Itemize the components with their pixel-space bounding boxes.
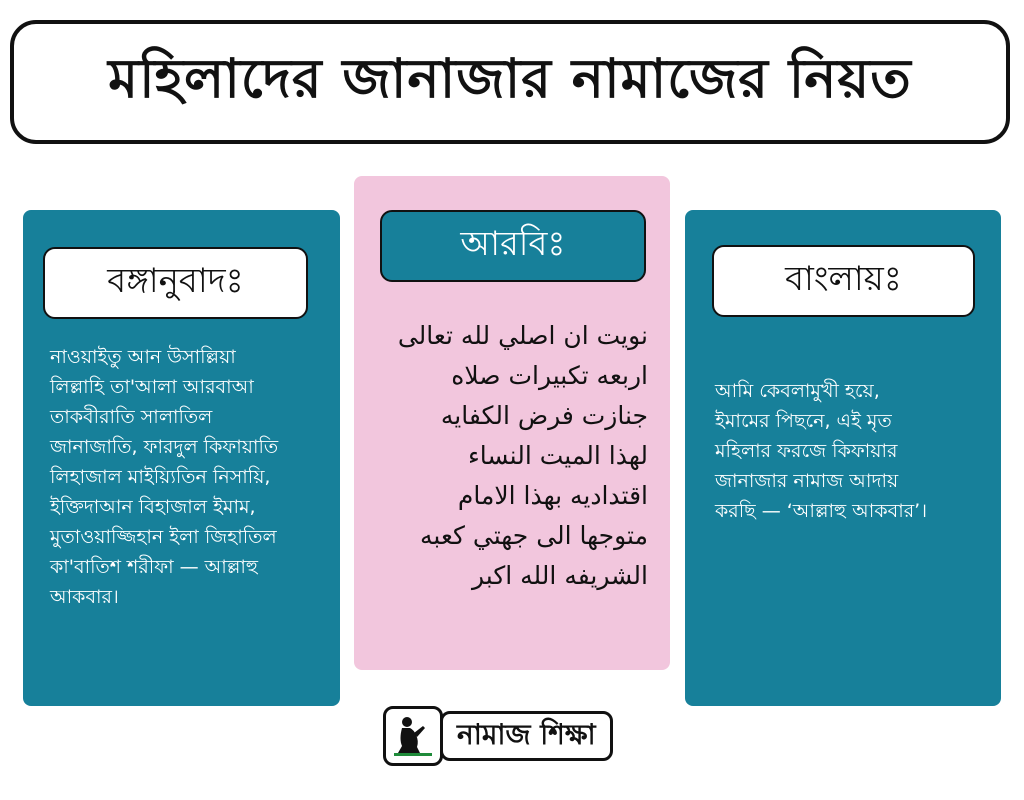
- text-line: جنازت فرض الكفايه: [440, 401, 648, 430]
- text-line: ইমামের পিছনে, এই মৃত: [715, 410, 892, 432]
- transliteration-label: বঙ্গানুবাদঃ: [43, 247, 308, 319]
- praying-person-icon: [383, 706, 443, 766]
- text-line: করছি — ‘আল্লাহু আকবার’।: [715, 500, 927, 522]
- text-line: نويت ان اصلي لله تعالى: [397, 321, 648, 350]
- text-line: মহিলার ফরজে কিফায়ার: [715, 440, 898, 462]
- text-line: জানাজাতি, ফারদুল কিফায়াতি: [50, 436, 279, 458]
- text-line: আকবার।: [50, 586, 119, 608]
- bangla-text: [715, 376, 995, 526]
- text-line: নাওয়াইতু আন উসাল্লিয়া: [50, 346, 236, 368]
- text-line: اربعه تكبيرات صلاه: [451, 361, 648, 390]
- logo: [383, 704, 641, 768]
- text-line: তাকবীরাতি সালাতিল: [50, 406, 213, 428]
- text-line: লিহাজাল মাইয়্যিতিন নিসায়ি,: [50, 466, 271, 488]
- text-line: জানাজার নামাজ আদায়: [715, 470, 899, 492]
- transliteration-text: [50, 342, 340, 612]
- arabic-text: [368, 316, 648, 596]
- text-line: الشريفه الله اكبر: [472, 561, 648, 590]
- transliteration-card: [23, 210, 340, 706]
- page-title: মহিলাদের জানাজার নামাজের নিয়ত: [108, 47, 912, 110]
- text-line: কা'বাতিশ শরীফা — আল্লাহু: [50, 556, 259, 578]
- text-line: ইক্তিদাআন বিহাজাল ইমাম,: [50, 496, 256, 518]
- bangla-card: [685, 210, 1001, 706]
- title-banner: [10, 20, 1010, 144]
- arabic-label: আরবিঃ: [380, 210, 646, 282]
- text-line: লিল্লাহি তা'আলা আরবাআ: [50, 376, 254, 398]
- text-line: আমি কেবলামুখী হয়ে,: [715, 380, 880, 402]
- text-line: لهذا الميت النساء: [468, 441, 648, 470]
- arabic-card: [354, 176, 670, 670]
- logo-text: নামাজ শিক্ষা: [440, 711, 613, 761]
- bangla-label: বাংলায়ঃ: [712, 245, 975, 317]
- text-line: اقتداديه بهذا الامام: [457, 481, 648, 510]
- text-line: متوجها الى جهتي كعبه: [420, 521, 648, 550]
- text-line: মুতাওয়াজ্জিহান ইলা জিহাতিল: [50, 526, 277, 548]
